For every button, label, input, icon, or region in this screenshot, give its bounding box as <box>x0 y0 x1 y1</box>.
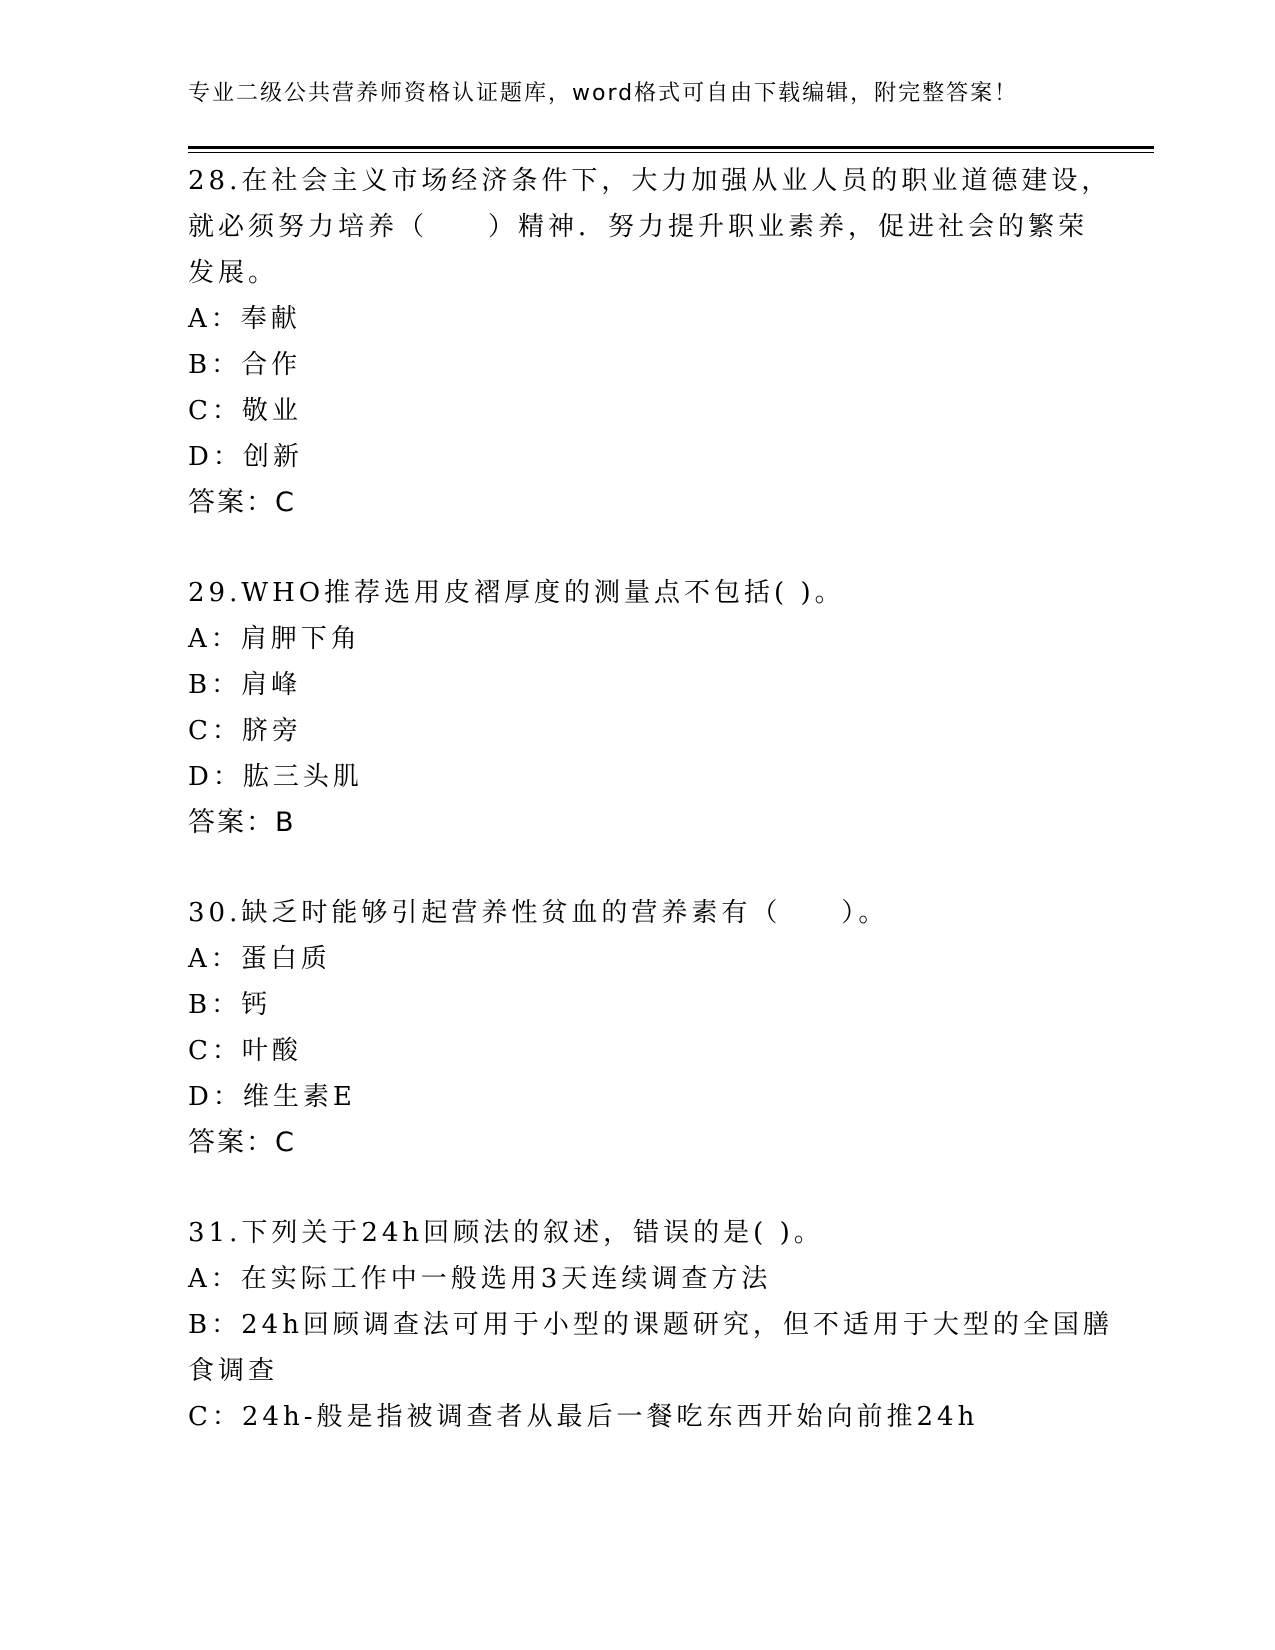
option-d: D：创新 <box>188 442 303 472</box>
option-d: D：维生素E <box>188 1082 356 1112</box>
question-29 <box>188 570 1088 846</box>
option-c: C：叶酸 <box>188 1036 302 1066</box>
question-list <box>188 158 1113 1440</box>
option-c: C：脐旁 <box>188 716 302 746</box>
header-rule-thin <box>188 152 1154 153</box>
option-b: B：钙 <box>188 990 272 1020</box>
option-b: B：合作 <box>188 350 302 380</box>
question-31 <box>188 1210 1113 1440</box>
question-spacer <box>188 526 1088 570</box>
question-30 <box>188 890 1088 1166</box>
option-b: B：肩峰 <box>188 670 302 700</box>
option-b: B：24h回顾调查法可用于小型的课题研究，但不适用于大型的全国膳 <box>188 1310 1113 1340</box>
question-stem: 29.WHO推荐选用皮褶厚度的测量点不包括( )。 <box>188 578 845 608</box>
option-d: D：肱三头肌 <box>188 762 363 792</box>
answer: 答案：B <box>188 807 296 838</box>
option-c: C：24h-般是指被调查者从最后一餐吃东西开始向前推24h <box>188 1402 979 1432</box>
header-rule-thick <box>188 146 1154 149</box>
question-stem: 30.缺乏时能够引起营养性贫血的营养素有（ ）。 <box>188 898 889 928</box>
option-a: A：蛋白质 <box>188 944 331 974</box>
question-stem: 发展。 <box>188 258 279 288</box>
option-a: A：在实际工作中一般选用3天连续调查方法 <box>188 1264 772 1294</box>
page-header: 专业二级公共营养师资格认证题库，word格式可自由下载编辑，附完整答案！ <box>188 81 1019 106</box>
question-stem: 31.下列关于24h回顾法的叙述，错误的是( )。 <box>188 1218 824 1248</box>
question-spacer <box>188 1166 1088 1210</box>
answer: 答案：C <box>188 487 296 518</box>
option-a: A：肩胛下角 <box>188 624 361 654</box>
answer: 答案：C <box>188 1127 296 1158</box>
question-stem: 28.在社会主义市场经济条件下，大力加强从业人员的职业道德建设， <box>188 166 1112 196</box>
option-b-continued: 食调查 <box>188 1356 279 1386</box>
option-c: C：敬业 <box>188 396 302 426</box>
question-stem: 就必须努力培养（ ）精神．努力提升职业素养，促进社会的繁荣 <box>188 212 1089 242</box>
option-a: A：奉献 <box>188 304 301 334</box>
question-spacer <box>188 846 1088 890</box>
question-28 <box>188 158 1112 526</box>
